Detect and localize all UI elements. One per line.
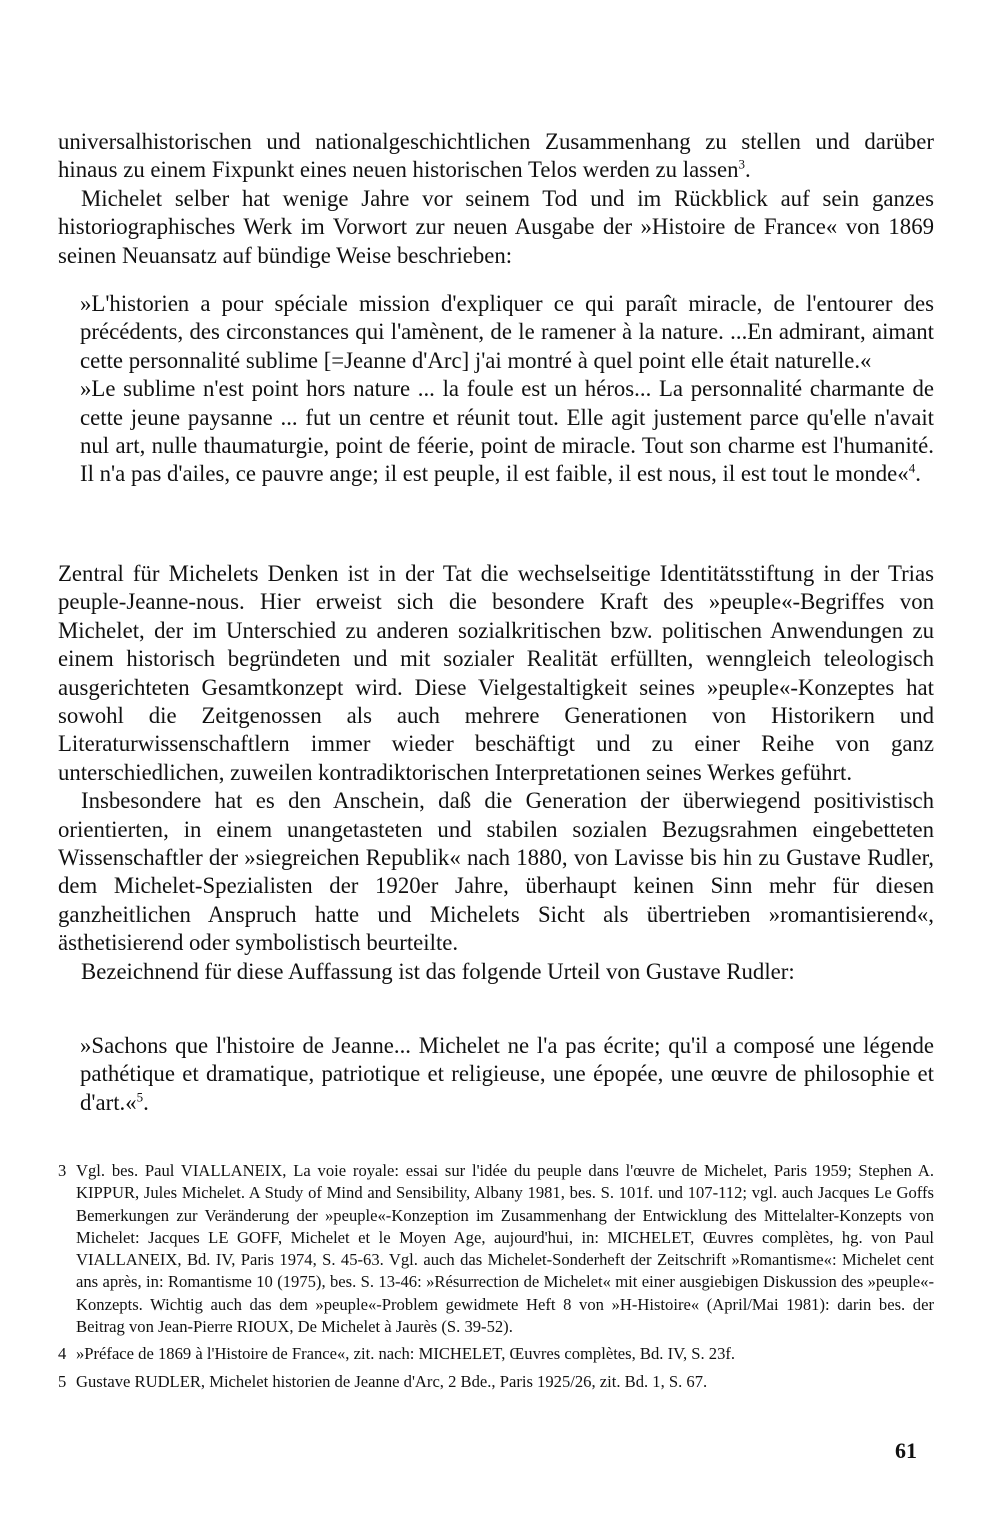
block-quote-2 bbox=[80, 1032, 934, 1117]
paragraph bbox=[58, 128, 934, 185]
paragraph: Zentral für Michelets Denken ist in der Tat die wechselseitige Identitätsstiftung in der Trias peuple-Jeanne-nous. Hier erweist sich die besondere Kraft des »peuple«-Begriffes von Michelet, der im Unterschied zu anderen sozialkritischen bzw. politischen Anwendungen zu einem historisch begründeten und mit sozialer Realität erfüllten, wenngleich teleologisch ausgerichteten Gesamtkonzept wird. Diese Vielgestaltigkeit seines »peuple«-Konzeptes hat sowohl die Zeitgenossen als auch mehrere Generationen von Historikern und Literaturwissenschaftlern immer wieder beschäftigt und zu einer Reihe von ganz unterschiedlichen, zuweilen kontradiktorischen Interpretationen seines Werkes geführt. bbox=[58, 561, 934, 785]
block-quote-1 bbox=[80, 290, 934, 489]
footnote-number: 5 bbox=[58, 1371, 67, 1391]
footnote bbox=[58, 1160, 934, 1338]
quote-paragraph bbox=[80, 375, 934, 489]
body-block-1 bbox=[58, 128, 934, 270]
footnote-text: Vgl. bes. Paul VIALLANEIX, La voie royale: essai sur l'idée du peuple dans l'œuvre de Michelet, Paris 1959; Stephen A. KIPPUR, Jules Michelet. A Study of Mind and Sensibility, Albany 1981, bes. S. 101f. und 107-112; vgl. auch Jacques Le Goffs Bemerkungen zur Veränderung der »peuple«-Konzeption im Zusammenhang der Entwicklung des Mittelalter-Konzepts von Michelet: Jacques LE GOFF, Michelet et le Moyen Age, aujourd'hui, in: MICHELET, Œuvres complètes, hg. von Paul VIALLANEIX, Bd. IV, Paris 1974, S. 45-63. Vgl. auch das Michelet-Sonderheft der Zeitschrift »Romantisme«: Michelet cent ans après, in: Romantisme 10 (1975), bes. S. 13-46: »Résurrection de Michelet« mit einer ausgiebigen Diskussion des »peuple«-Konzepts. Wichtig auch das dem »peuple«-Problem gewidmete Heft 8 von »H-Histoire« (April/Mai 1981): darin bes. der Beitrag von Jean-Pierre RIOUX, De Michelet à Jaurès (S. 39-52). bbox=[76, 1161, 934, 1337]
footnote-reference: 5 bbox=[136, 1089, 144, 1105]
quote-end: . bbox=[915, 461, 921, 487]
paragraph-text: universalhistorischen und nationalgeschichtlichen Zusammenhang zu stellen und darüber hinaus zu einem Fixpunkt eines neuen historischen Telos werden zu lassen bbox=[58, 129, 934, 183]
quote-text: »Le sublime n'est point hors nature ... la foule est un héros... La personnalité charmante de cette jeune paysanne ... fut un centre et réunit tout. Elle agit justement parce qu'elle n'avait nul art, nulle thaumaturgie, point de féerie, point de miracle. Tout son charme est l'humanité. Il n'a pas d'ailes, ce pauvre ange; il est peuple, il est faible, il est nous, il est tout le monde« bbox=[80, 376, 934, 487]
paragraph: Michelet selber hat wenige Jahre vor seinem Tod und im Rückblick auf sein ganzes historiographisches Werk im Vorwort zur neuen Ausgabe der »Histoire de France« von 1869 seinen Neuansatz auf bündige Weise beschrieben: bbox=[58, 185, 934, 268]
quote-end: . bbox=[143, 1089, 149, 1115]
footnote bbox=[58, 1343, 934, 1365]
quote-paragraph bbox=[80, 1032, 934, 1117]
body-block-2 bbox=[58, 560, 934, 986]
paragraph: Insbesondere hat es den Anschein, daß die Generation der überwiegend positivistisch orientierten, in einem unangetasteten und stabilen sozialen Bezugsrahmen eingebetteten Wissenschaftler der »siegreichen Republik« nach 1880, von Lavisse bis hin zu Gustave Rudler, dem Michelet-Spezialisten der 1920er Jahre, überhaupt keinen Sinn mehr für diesen ganzheitlichen Anspruch hatte und Michelets Sicht als übertrieben »romantisierend«, ästhetisierend oder symbolistisch beurteilte. bbox=[58, 788, 934, 956]
paragraph-end: . bbox=[744, 157, 751, 183]
quote-text: »Sachons que l'histoire de Jeanne... Michelet ne l'a pas écrite; qu'il a composé une légende pathétique et dramatique, patriotique et religieuse, une épopée, une œuvre de philosophie et d'art.« bbox=[80, 1033, 934, 1115]
page-number: 61 bbox=[895, 1438, 917, 1463]
paragraph: Bezeichnend für diese Auffassung ist das folgende Urteil von Gustave Rudler: bbox=[81, 958, 795, 984]
footnote-text: Gustave RUDLER, Michelet historien de Jeanne d'Arc, 2 Bde., Paris 1925/26, zit. Bd. 1, S. 67. bbox=[76, 1371, 708, 1391]
footnotes bbox=[58, 1160, 934, 1398]
footnote-number: 4 bbox=[58, 1344, 67, 1364]
footnote bbox=[58, 1371, 934, 1393]
footnote-reference: 4 bbox=[908, 460, 916, 476]
footnote-text: »Préface de 1869 à l'Histoire de France«, zit. nach: MICHELET, Œuvres complètes, Bd. IV, S. 23f. bbox=[76, 1344, 736, 1364]
quote-paragraph: »L'historien a pour spéciale mission d'expliquer ce qui paraît miracle, de l'entourer des précédents, des circonstances qui l'amènent, de le ramener à la nature. ...En admirant, aimant cette personnalité sublime [=Jeanne d'Arc] j'ai montré à quel point elle était naturelle.« bbox=[80, 291, 934, 373]
footnote-number: 3 bbox=[58, 1161, 67, 1180]
footnote-reference: 3 bbox=[738, 156, 745, 172]
